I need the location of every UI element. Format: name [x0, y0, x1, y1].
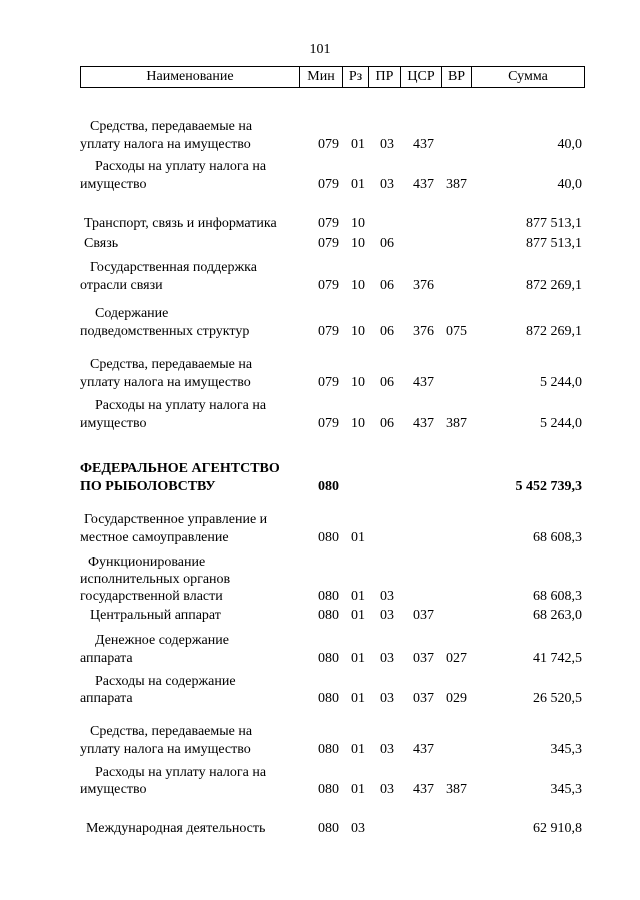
- row-sum: 68 608,3: [533, 530, 582, 545]
- row-csr: 437: [413, 177, 434, 192]
- table-row: [0, 305, 640, 323]
- row-vr: 387: [446, 177, 467, 192]
- row-name: Центральный аппарат: [90, 608, 221, 623]
- row-rz: 01: [351, 137, 365, 152]
- row-name: подведомственных структур: [80, 324, 250, 339]
- table-row: [0, 277, 640, 295]
- row-name: Расходы на уплату налога на: [95, 159, 267, 174]
- row-sum: 41 742,5: [533, 651, 582, 666]
- table-row: [0, 259, 640, 277]
- row-min: 080: [318, 479, 339, 494]
- table-row: [0, 607, 640, 625]
- table-row: [0, 690, 640, 708]
- row-name: Средства, передаваемые на: [90, 357, 253, 372]
- row-rz: 01: [351, 651, 365, 666]
- row-min: 079: [318, 375, 339, 390]
- header-name: Наименование: [81, 67, 300, 87]
- row-name: Средства, передаваемые на: [90, 724, 253, 739]
- row-name: Государственная поддержка: [90, 260, 257, 275]
- row-min: 080: [318, 608, 339, 623]
- row-sum: 345,3: [550, 782, 582, 797]
- row-name: исполнительных органов: [80, 572, 231, 587]
- row-sum: 26 520,5: [533, 691, 582, 706]
- row-pr: 03: [380, 608, 394, 623]
- table-row: [0, 511, 640, 529]
- row-pr: 03: [380, 691, 394, 706]
- table-row: [0, 820, 640, 838]
- table-row: [0, 764, 640, 782]
- row-pr: 06: [380, 416, 394, 431]
- row-sum: 5 244,0: [540, 416, 582, 431]
- table-row: [0, 673, 640, 691]
- row-rz: 01: [351, 742, 365, 757]
- table-row: [0, 529, 640, 547]
- row-pr: 03: [380, 651, 394, 666]
- row-min: 079: [318, 137, 339, 152]
- row-csr: 037: [413, 651, 434, 666]
- table-row: [0, 632, 640, 650]
- row-vr: 387: [446, 782, 467, 797]
- table-row: [0, 741, 640, 759]
- row-sum: 5 452 739,3: [515, 479, 582, 494]
- header-sum: Сумма: [508, 69, 548, 84]
- row-min: 080: [318, 691, 339, 706]
- row-csr: 437: [413, 782, 434, 797]
- row-min: 079: [318, 324, 339, 339]
- table-row: [0, 571, 640, 589]
- row-name: аппарата: [80, 651, 133, 666]
- row-rz: 10: [351, 278, 365, 293]
- table-row: [0, 650, 640, 668]
- row-csr: 437: [413, 416, 434, 431]
- row-name: уплату налога на имущество: [80, 137, 251, 152]
- row-sum: 5 244,0: [540, 375, 582, 390]
- row-name: уплату налога на имущество: [80, 375, 251, 390]
- row-name: уплату налога на имущество: [80, 742, 251, 757]
- table-row: [0, 136, 640, 154]
- row-name: Государственное управление и: [84, 512, 268, 527]
- row-csr: 037: [413, 608, 434, 623]
- row-vr: 029: [446, 691, 467, 706]
- row-pr: 06: [380, 278, 394, 293]
- row-min: 080: [318, 651, 339, 666]
- row-vr: 387: [446, 416, 467, 431]
- row-name: имущество: [80, 416, 147, 431]
- row-sum: 40,0: [557, 137, 582, 152]
- table-row: [0, 415, 640, 433]
- table-row: [0, 588, 640, 606]
- row-name: ПО РЫБОЛОВСТВУ: [80, 479, 216, 494]
- header-rz: Рз: [343, 67, 369, 87]
- row-name: Расходы на уплату налога на: [95, 398, 267, 413]
- row-csr: 437: [413, 375, 434, 390]
- row-pr: 03: [380, 742, 394, 757]
- row-name: аппарата: [80, 691, 133, 706]
- row-min: 080: [318, 821, 339, 836]
- row-pr: 06: [380, 324, 394, 339]
- row-rz: 01: [351, 589, 365, 604]
- row-pr: 06: [380, 236, 394, 251]
- row-sum: 40,0: [557, 177, 582, 192]
- row-sum: 877 513,1: [526, 216, 582, 231]
- row-sum: 872 269,1: [526, 278, 582, 293]
- row-name: Транспорт, связь и информатика: [84, 216, 277, 231]
- row-rz: 03: [351, 821, 365, 836]
- table-row: [0, 478, 640, 496]
- table-row: [0, 374, 640, 392]
- row-sum: 877 513,1: [526, 236, 582, 251]
- row-csr: 376: [413, 324, 434, 339]
- row-name: Денежное содержание: [95, 633, 229, 648]
- row-min: 079: [318, 416, 339, 431]
- header-min: Мин: [300, 67, 343, 87]
- row-rz: 01: [351, 782, 365, 797]
- row-vr: 075: [446, 324, 467, 339]
- row-pr: 03: [380, 782, 394, 797]
- row-name: имущество: [80, 782, 147, 797]
- row-rz: 01: [351, 177, 365, 192]
- row-min: 080: [318, 589, 339, 604]
- row-csr: 037: [413, 691, 434, 706]
- row-name: государственной власти: [80, 589, 223, 604]
- table-row: [0, 781, 640, 799]
- table-row: [0, 176, 640, 194]
- table-header: [80, 66, 585, 88]
- row-pr: 03: [380, 177, 394, 192]
- row-pr: 03: [380, 137, 394, 152]
- row-sum: 872 269,1: [526, 324, 582, 339]
- row-min: 079: [318, 278, 339, 293]
- table-row: [0, 554, 640, 572]
- row-name: Средства, передаваемые на: [90, 119, 253, 134]
- row-pr: 06: [380, 375, 394, 390]
- header-csr: ЦСР: [401, 67, 442, 87]
- table-row: [0, 397, 640, 415]
- row-vr: 027: [446, 651, 467, 666]
- table-row: [0, 323, 640, 341]
- row-rz: 10: [351, 416, 365, 431]
- row-name: ФЕДЕРАЛЬНОЕ АГЕНТСТВО: [80, 461, 280, 476]
- table-row: [0, 460, 640, 478]
- page-number: 101: [309, 42, 331, 57]
- row-csr: 376: [413, 278, 434, 293]
- row-min: 079: [318, 236, 339, 251]
- table-row: [0, 215, 640, 233]
- row-rz: 10: [351, 236, 365, 251]
- row-pr: 03: [380, 589, 394, 604]
- row-min: 080: [318, 530, 339, 545]
- row-sum: 62 910,8: [533, 821, 582, 836]
- header-vr: ВР: [442, 67, 472, 87]
- row-name: Функционирование: [88, 555, 206, 570]
- row-rz: 01: [351, 691, 365, 706]
- row-rz: 01: [351, 530, 365, 545]
- row-min: 079: [318, 216, 339, 231]
- row-name: Международная деятельность: [86, 821, 266, 836]
- header-pr: ПР: [369, 67, 401, 87]
- table-row: [0, 235, 640, 253]
- row-sum: 345,3: [550, 742, 582, 757]
- row-sum: 68 263,0: [533, 608, 582, 623]
- row-sum: 68 608,3: [533, 589, 582, 604]
- row-rz: 10: [351, 216, 365, 231]
- table-row: [0, 723, 640, 741]
- row-name: местное самоуправление: [80, 530, 229, 545]
- row-rz: 01: [351, 608, 365, 623]
- row-name: имущество: [80, 177, 147, 192]
- row-rz: 10: [351, 375, 365, 390]
- row-csr: 437: [413, 742, 434, 757]
- row-name: Расходы на уплату налога на: [95, 765, 267, 780]
- table-row: [0, 118, 640, 136]
- row-name: Расходы на содержание: [95, 674, 236, 689]
- table-row: [0, 158, 640, 176]
- row-min: 080: [318, 782, 339, 797]
- row-csr: 437: [413, 137, 434, 152]
- table-row: [0, 356, 640, 374]
- row-name: Содержание: [95, 306, 169, 321]
- row-min: 080: [318, 742, 339, 757]
- row-min: 079: [318, 177, 339, 192]
- row-name: отрасли связи: [80, 278, 163, 293]
- row-name: Связь: [84, 236, 119, 251]
- row-rz: 10: [351, 324, 365, 339]
